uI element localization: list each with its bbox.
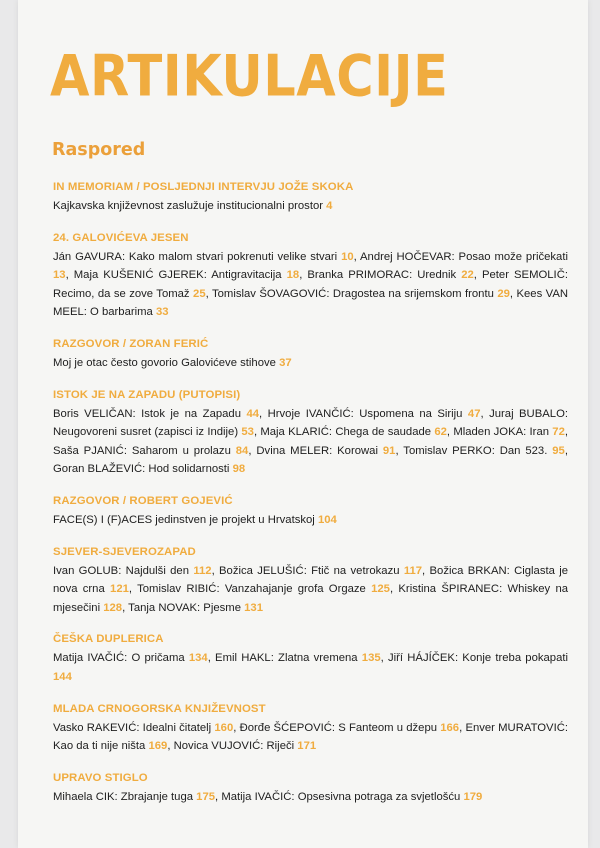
entry-title: Peter SEMOLIČ: Recimo, da se zove Tomaž [53,269,568,300]
section-entries: Boris VELIČAN: Istok je na Zapadu 44, Hrvoje IVANČIĆ: Uspomena na Siriju 47, Juraj BUBALO: Neugovoreni susret (zapisci iz Indije) 53, Maja KLARIĆ: Chega de saudade 62, Mladen JOKA: Iran 72, Saša PJANIĆ: Saharom u prolazu 84, Dvina MELER: Korowai 91, Tomislav PERKO: Dan 523. 95, Goran BLAŽEVIĆ: Hod solidarnosti 98 [53,407,568,476]
page-number: 25 [193,287,206,300]
toc-entry [53,722,233,734]
entry-title: Saša PJANIĆ: Saharom u prolazu [53,444,231,457]
page-number: 128 [103,601,123,614]
entry-title: Enver MURATOVIĆ: Kao da ti nije ništa [53,721,569,753]
table-of-contents [53,180,568,821]
section-entries [53,354,568,373]
entry-title: Novica VUJOVIĆ: Riječi [173,740,295,753]
entry-title: Emil HAKL: Zlatna vremena [215,652,358,665]
toc-entry [256,445,395,457]
page-number: 62 [434,426,447,439]
entry-title: Juraj BUBALO: Neugovoreni susret (zapisci iz Indije) [53,407,568,439]
page-number: 95 [552,444,565,457]
page-number: 160 [214,721,234,734]
toc-section [53,632,568,686]
entry-title: FACE(S) I (F)ACES jedinstven je projekt u Hrvatskoj [53,513,315,526]
entry-title: Kajkavska književnost zaslužuje institucionalni prostor [53,200,323,212]
toc-entry [219,565,422,577]
section-heading: RAZGOVOR / ROBERT GOJEVIĆ [53,494,233,507]
entry-title: Ivan GOLUB: Najdulši den [53,564,190,577]
entry-title: Dvina MELER: Korowai [256,444,378,457]
entry-title: Tomislav PERKO: Dan 523. [403,444,548,457]
page-number: 37 [279,356,292,369]
page-number: 84 [235,444,249,457]
toc-entry [403,445,565,457]
entry-title: Branka PRIMORAC: Urednik [307,269,457,282]
entry-title: Andrej HOČEVAR: Posao može pričekati [360,250,568,263]
section-heading: ČEŠKA DUPLERICA [53,633,164,646]
page-number: 125 [371,583,390,596]
page-subtitle: Raspored [52,140,146,160]
toc-section [53,771,568,807]
toc-entry [53,463,245,475]
section-heading: UPRAVO STIGLO [53,771,148,784]
entry-title: Tanja NOVAK: Pjesme [128,601,241,614]
section-entries: Ján GAVURA: Kako malom stvari pokrenuti velike stvari 10, Andrej HOČEVAR: Posao može pričekati 13, Maja KUŠENIĆ GJEREK: Antigravitacija 18, Branka PRIMORAC: Urednik 22, Peter SEMOLIČ: Recimo, da se zove Tomaž 25, Tomislav ŠOVAGOVIĆ: Dragostea na srijemskom frontu 29, Kees VAN MEEL: O barbarima 33 [53,250,569,319]
page-number: 13 [53,269,66,282]
entry-title: Tomislav RIBIĆ: Vanzahajanje grofa Orgaze [137,583,366,596]
entry-title: Đorđe ŠĆEPOVIĆ: S Fanteom u džepu [239,721,438,734]
entry-title: Kristina ŠPIRANEC: Whiskey na mjesečini [53,583,569,614]
section-heading: ISTOK JE NA ZAPADU (PUTOPISI) [53,388,241,401]
toc-entry [53,445,248,457]
page-number: 53 [241,426,254,439]
toc-section [53,494,568,530]
entry-title: Boris VELIČAN: Istok je na Zapadu [53,407,241,420]
entry-title: Jiří HÁJÍČEK: Konje treba pokapati [388,652,569,665]
page-number: 144 [53,670,72,683]
toc-entry [221,791,482,803]
magazine-page [18,0,588,848]
entry-title: Kees VAN MEEL: O barbarima [53,287,569,319]
page-number: 22 [461,269,474,282]
entry-title: Božica JELUŠIĆ: Ftič na vetrokazu [219,564,400,577]
page-number: 131 [244,601,263,614]
entry-title: Matija IVAČIĆ: Opsesivna potraga za svjetlošću [221,790,461,803]
toc-entry [174,740,317,752]
page-number: 4 [326,200,333,212]
toc-section [53,388,568,479]
section-heading: 24. GALOVIĆEVA JESEN [53,231,189,244]
toc-entry [453,426,565,438]
toc-entry [307,269,473,281]
toc-entry [137,583,390,595]
toc-section [53,545,568,618]
entry-title: Mladen JOKA: Iran [453,426,550,439]
toc-section [53,180,568,216]
entry-title: Maja KUŠENIĆ GJEREK: Antigravitacija [73,269,282,282]
toc-entry [128,602,263,614]
toc-entry [53,652,208,664]
entry-title: Goran BLAŽEVIĆ: Hod solidarnosti [53,463,230,476]
page-number: 29 [497,287,510,300]
page-number: 112 [193,564,212,577]
page-number: 98 [232,463,246,476]
section-entries: Vasko RAKEVIĆ: Idealni čitatelj 160, Đorđe ŠĆEPOVIĆ: S Fanteom u džepu 166, Enver MURATOVIĆ: Kao da ti nije ništa 169, Novica VUJOVIĆ: Riječi 171 [53,721,569,753]
page-number: 134 [188,652,208,665]
page-number: 117 [403,564,423,577]
section-entries: Mihaela CIK: Zbrajanje tuga 175, Matija IVAČIĆ: Opsesivna potraga za svjetlošću 179 [53,790,483,803]
page-number: 10 [341,250,354,263]
section-entries [53,197,568,216]
toc-section [53,231,568,322]
toc-entry [212,288,510,300]
entry-title: Hrvoje IVANČIĆ: Uspomena na Siriju [267,407,463,420]
toc-section [53,702,568,756]
entry-title: Vasko RAKEVIĆ: Idealni čitatelj [53,721,212,734]
toc-entry [53,357,292,369]
page-number: 135 [361,652,381,665]
page-number: 179 [463,790,483,803]
section-entries: Ivan GOLUB: Najdulši den 112, Božica JELUŠIĆ: Ftič na vetrokazu 117, Božica BRKAN: Ciglasta je nova crna 121, Tomislav RIBIĆ: Vanzahajanje grofa Orgaze 125, Kristina ŠPIRANEC: Whiskey na mjesečini 128, Tanja NOVAK: Pjesme 131 [53,564,569,614]
section-heading: SJEVER-SJEVEROZAPAD [53,545,196,558]
toc-entry [215,652,381,664]
section-entries: Matija IVAČIĆ: O pričama 134, Emil HAKL: Zlatna vremena 135, Jiří HÁJÍČEK: Konje treba pokapati 144 [53,652,569,683]
toc-entry [53,251,354,263]
page-number: 33 [155,306,169,319]
entry-title: Božica BRKAN: Ciglasta je nova crna [53,564,569,596]
entry-title: Mihaela CIK: Zbrajanje tuga [53,790,194,803]
page-number: 171 [297,740,317,753]
page-number: 104 [317,513,337,526]
entry-title: Maja KLARIĆ: Chega de saudade [260,426,432,439]
page-number: 121 [110,583,129,596]
toc-entry [74,269,299,281]
section-entries [53,511,568,530]
toc-entry [240,722,460,734]
toc-section [53,337,568,373]
entry-title: Tomislav ŠOVAGOVIĆ: Dragostea na srijemskom frontu [211,287,494,300]
page-number: 47 [467,407,481,420]
toc-entry [53,565,212,577]
page-number: 72 [552,426,565,439]
entry-title: Moj je otac često govorio Galovićeve stihove [53,356,276,369]
page-number: 175 [196,790,216,803]
page-number: 18 [286,269,300,282]
page-number: 169 [148,740,168,753]
entry-title: Matija IVAČIĆ: O pričama [53,652,185,665]
section-heading: MLADA CRNOGORSKA KNJIŽEVNOST [53,702,266,715]
section-heading: RAZGOVOR / ZORAN FERIĆ [53,337,209,350]
page-number: 44 [246,407,260,420]
toc-entry [53,514,337,526]
toc-entry [53,200,332,212]
page-number: 166 [440,721,460,734]
toc-entry [53,791,215,803]
page-title: ARTIKULACIJE [50,44,449,111]
entry-title: Ján GAVURA: Kako malom stvari pokrenuti velike stvari [53,250,338,263]
page-number: 91 [382,444,396,457]
toc-entry [268,408,481,420]
section-heading: IN MEMORIAM / POSLJEDNJI INTERVJU JOŽE SKOKA [53,181,354,193]
toc-entry [53,408,259,420]
toc-entry [260,426,447,438]
